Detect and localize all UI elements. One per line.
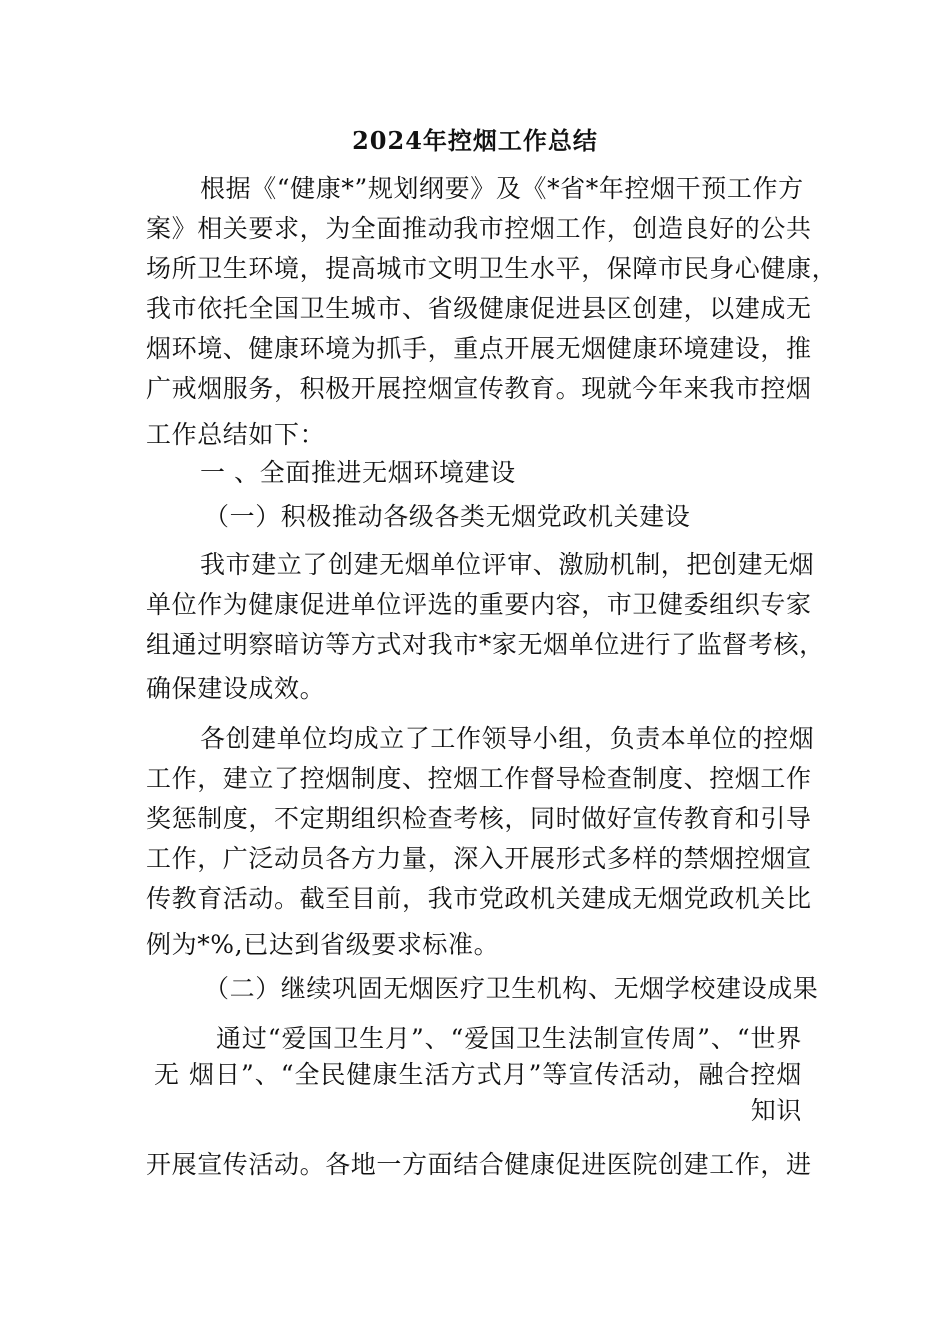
- paragraph-line: 烟环境、健康环境为抓手，重点开展无烟健康环境建设，推: [146, 334, 812, 363]
- paragraph-line: 开展宣传活动。各地一方面结合健康促进医院创建工作，进: [146, 1150, 812, 1179]
- paragraph-line: 我市依托全国卫生城市、省级健康促进县区创建，以建成无: [146, 294, 812, 323]
- paragraph-line: 场所卫生环境，提高城市文明卫生水平，保障市民身心健康，: [146, 254, 838, 283]
- paragraph-line: 案》相关要求，为全面推动我市控烟工作，创造良好的公共: [146, 214, 812, 243]
- paragraph-line: 确保建设成效。: [146, 674, 326, 703]
- paragraph-line: 例为*%,已达到省级要求标准。: [146, 930, 500, 959]
- paragraph-line: 传教育活动。截至目前，我市党政机关建成无烟党政机关比: [146, 884, 812, 913]
- paragraph-line: 广戒烟服务，积极开展控烟宣传教育。现就今年来我市控烟: [146, 374, 812, 403]
- paragraph-line: 工作，广泛动员各方力量，深入开展形式多样的禁烟控烟宣: [146, 844, 812, 873]
- document-title: 2024年控烟工作总结: [352, 126, 598, 155]
- paragraph-line: 组通过明察暗访等方式对我市*家无烟单位进行了监督考核，: [146, 630, 825, 659]
- paragraph-line: 知识: [750, 1096, 802, 1125]
- paragraph-line: 奖惩制度，不定期组织检查考核，同时做好宣传教育和引导: [146, 804, 812, 833]
- subsection-heading: （二）继续巩固无烟医疗卫生机构、无烟学校建设成果: [204, 974, 819, 1003]
- paragraph-line: 单位作为健康促进单位评选的重要内容，市卫健委组织专家: [146, 590, 812, 619]
- paragraph-line: 工作，建立了控烟制度、控烟工作督导检查制度、控烟工作: [146, 764, 812, 793]
- paragraph-line: 我市建立了创建无烟单位评审、激励机制，把创建无烟: [200, 550, 815, 579]
- paragraph-line: 无 烟日”、“全民健康生活方式月”等宣传活动，融合控烟: [154, 1060, 802, 1089]
- paragraph-line: 各创建单位均成立了工作领导小组，负责本单位的控烟: [200, 724, 815, 753]
- paragraph-line: 工作总结如下：: [146, 420, 326, 449]
- subsection-heading: （一）积极推动各级各类无烟党政机关建设: [204, 502, 691, 531]
- paragraph-line: 根据《“健康*”规划纲要》及《*省*年控烟干预工作方: [200, 174, 804, 203]
- paragraph-line: 通过“爱国卫生月”、“爱国卫生法制宣传周”、“世界: [216, 1024, 802, 1053]
- section-heading: 一 、全面推进无烟环境建设: [200, 458, 516, 487]
